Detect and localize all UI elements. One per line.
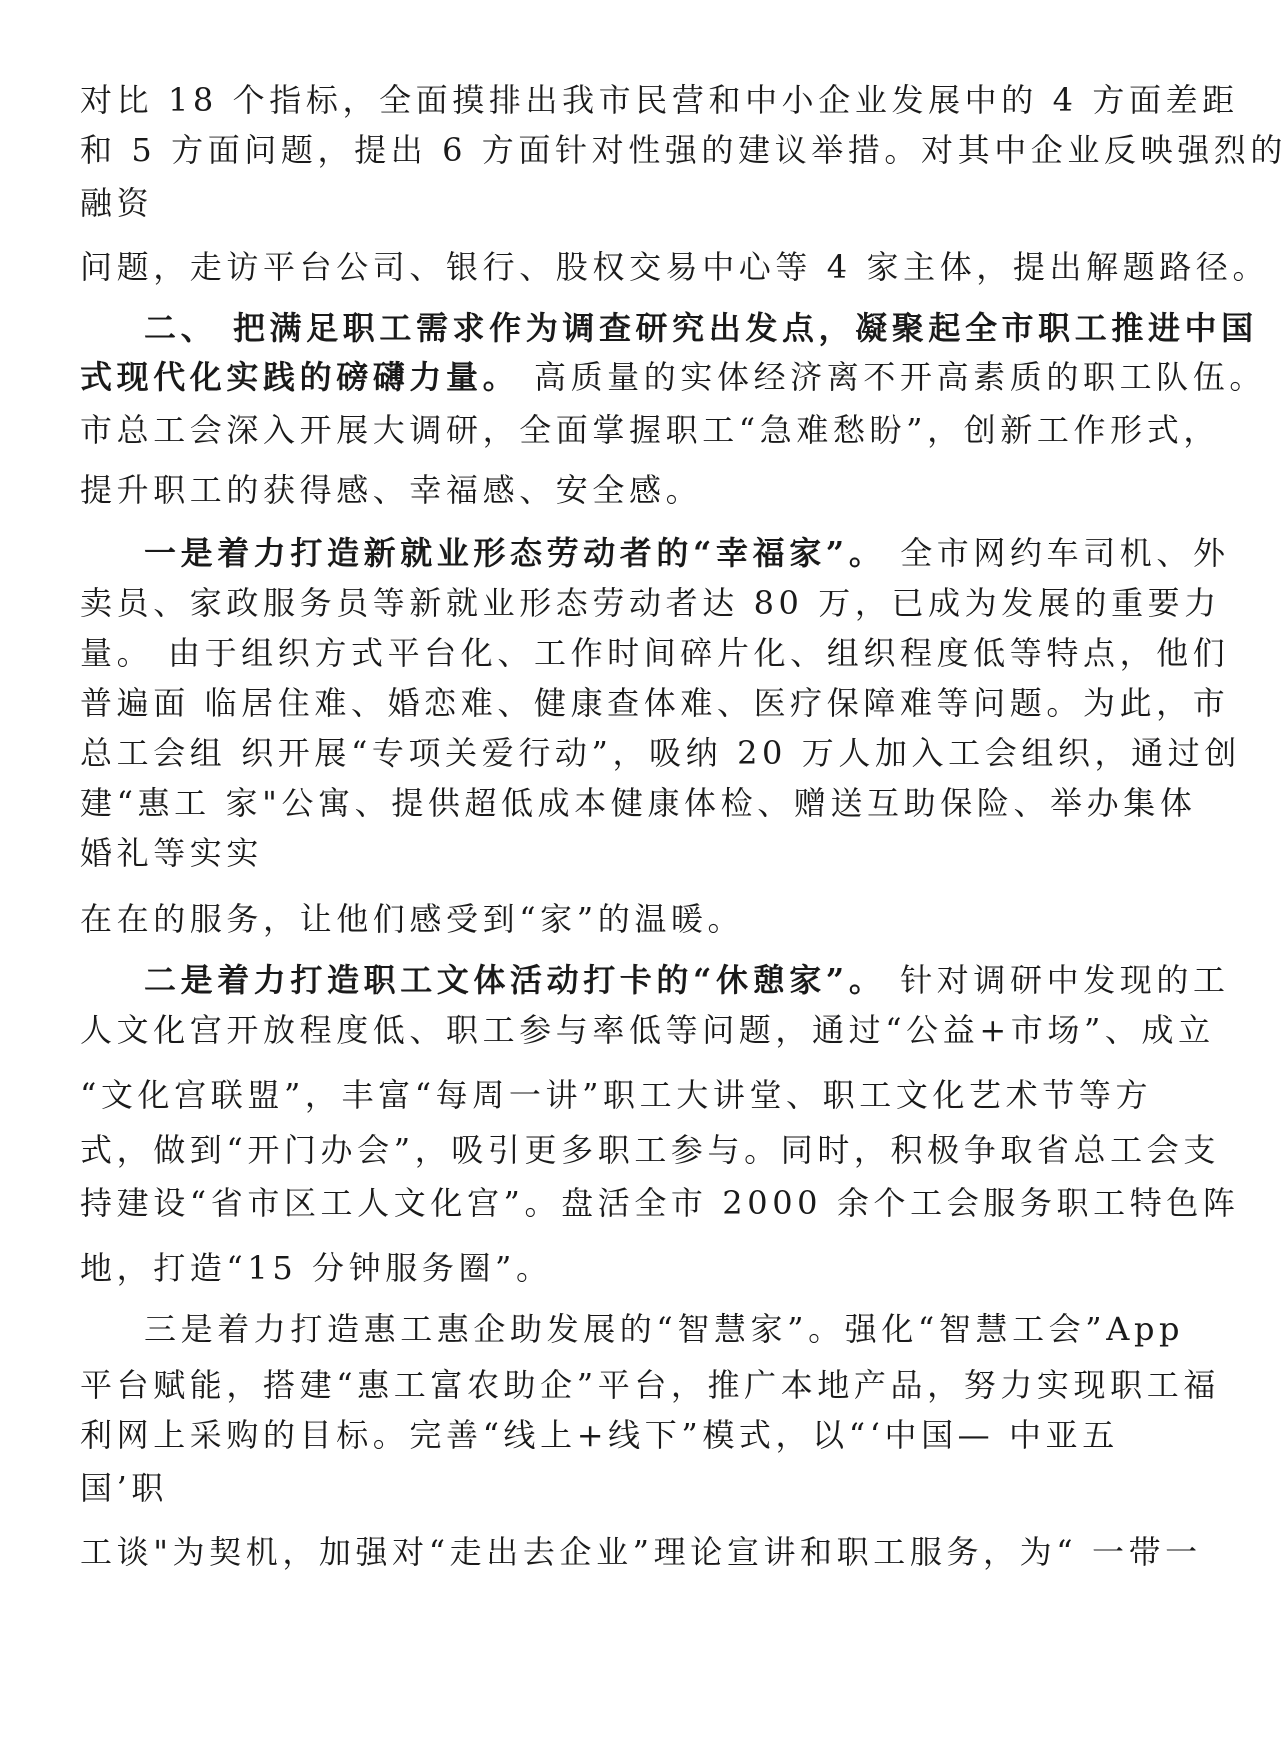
paragraph-line: 婚礼等实实	[80, 834, 264, 872]
paragraph-line: 平台赋能，搭建“惠工富农助企”平台，推广本地产品，努力实现职工福	[80, 1366, 1220, 1404]
paragraph-line: 市总工会深入开展大调研，全面掌握职工“急难愁盼”，创新工作形式，	[80, 411, 1220, 449]
paragraph-line: 普遍面 临居住难、婚恋难、健康查体难、医疗保障难等问题。为此，市	[80, 684, 1230, 722]
paragraph-line: 和 5 方面问题，提出 6 方面针对性强的建议举措。对其中企业反映强烈的	[80, 131, 1287, 169]
paragraph-text: 针对调研中发现的工	[885, 961, 1230, 999]
paragraph-line: 式，做到“开门办会”，吸引更多职工参与。同时，积极争取省总工会支	[80, 1131, 1220, 1169]
paragraph-line: 量。 由于组织方式平台化、工作时间碎片化、组织程度低等特点，他们	[80, 634, 1230, 672]
paragraph-text: 高质量的实体经济离不开高素质的职工队伍。	[519, 358, 1266, 396]
item-heading-2: 二是着力打造职工文体活动打卡的“休憩家”。	[144, 961, 886, 999]
section-heading-2-end: 式现代化实践的磅礴力量。	[80, 358, 520, 396]
paragraph-line: 利网上采购的目标。完善“线上+线下”模式，以“‘中国— 中亚五	[80, 1416, 1119, 1454]
paragraph-line	[144, 958, 1230, 1002]
paragraph-line	[80, 355, 1266, 399]
paragraph-line: 对比 18 个指标，全面摸排出我市民营和中小企业发展中的 4 方面差距	[80, 81, 1239, 119]
paragraph-line: 融资	[80, 184, 154, 222]
section-heading-2: 二、 把满足职工需求作为调查研究出发点，凝聚起全市职工推进中国	[144, 309, 1258, 347]
item-heading-1: 一是着力打造新就业形态劳动者的“幸福家”。	[144, 534, 886, 572]
paragraph-line: 国’职	[80, 1469, 168, 1507]
paragraph-line: 在在的服务，让他们感受到“家”的温暖。	[80, 900, 745, 938]
paragraph-line: 建“惠工 家"公寓、提供超低成本健康体检、赠送互助保险、举办集体	[80, 784, 1197, 822]
paragraph-line: 总工会组 织开展“专项关爱行动”，吸纳 20 万人加入工会组织，通过创	[80, 734, 1241, 772]
paragraph-line	[144, 531, 1230, 575]
paragraph-line: 问题，走访平台公司、银行、股权交易中心等 4 家主体，提出解题路径。	[80, 248, 1270, 286]
paragraph-line: 人文化宫开放程度低、职工参与率低等问题，通过“公益+市场”、成立	[80, 1011, 1215, 1049]
paragraph-line: “文化宫联盟”，丰富“每周一讲”职工大讲堂、职工文化艺术节等方	[80, 1076, 1153, 1114]
paragraph-line: 持建设“省市区工人文化宫”。盘活全市 2000 余个工会服务职工特色阵	[80, 1184, 1240, 1222]
paragraph-line: 工谈"为契机，加强对“走出去企业”理论宣讲和职工服务，为“ 一带一	[80, 1533, 1202, 1571]
paragraph-line: 地，打造“15 分钟服务圈”。	[80, 1249, 553, 1287]
paragraph-text: 全市网约车司机、外	[885, 534, 1230, 572]
paragraph-line: 卖员、家政服务员等新就业形态劳动者达 80 万，已成为发展的重要力	[80, 584, 1221, 622]
paragraph-line: 提升职工的获得感、幸福感、安全感。	[80, 471, 703, 509]
paragraph-line: 三是着力打造惠工惠企助发展的“智慧家”。强化“智慧工会”App	[144, 1310, 1185, 1348]
